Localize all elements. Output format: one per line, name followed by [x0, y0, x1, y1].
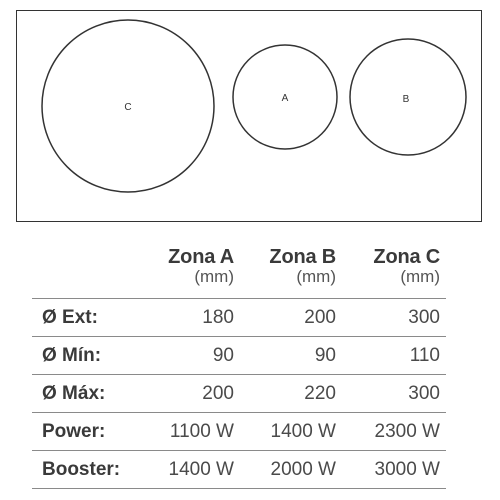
zone-c-label: C [124, 102, 132, 113]
zone-a-name: Zona A [168, 246, 234, 268]
zone-b-label: B [402, 94, 410, 105]
row-max-diameter [32, 375, 446, 413]
cell-value: 200 [240, 299, 342, 337]
zone-c-unit: (mm) [400, 267, 440, 286]
zone-a-label: A [281, 93, 289, 104]
cell-value: 110 [342, 337, 446, 375]
row-label: Power: [32, 413, 160, 451]
cell-value: 1400 W [160, 451, 240, 489]
row-label: Ø Máx: [32, 375, 160, 413]
cell-value: 300 [342, 375, 446, 413]
table-header-row [32, 248, 446, 299]
row-power [32, 413, 446, 451]
cell-value: 90 [160, 337, 240, 375]
row-booster [32, 451, 446, 489]
header-zone-b [240, 248, 342, 299]
zone-a-unit: (mm) [194, 267, 234, 286]
cell-value: 1400 W [240, 413, 342, 451]
row-min-diameter [32, 337, 446, 375]
zone-b-name: Zona B [269, 246, 336, 268]
header-zone-a [160, 248, 240, 299]
row-label: Booster: [32, 451, 160, 489]
zone-specs-table [32, 248, 446, 489]
cell-value: 220 [240, 375, 342, 413]
cell-value: 90 [240, 337, 342, 375]
cell-value: 3000 W [342, 451, 446, 489]
cell-value: 200 [160, 375, 240, 413]
header-empty-cell [32, 248, 160, 299]
cell-value: 1100 W [160, 413, 240, 451]
cooktop-zones [17, 11, 483, 223]
row-ext-diameter [32, 299, 446, 337]
header-zone-c [342, 248, 446, 299]
cell-value: 2300 W [342, 413, 446, 451]
cell-value: 2000 W [240, 451, 342, 489]
row-label: Ø Mín: [32, 337, 160, 375]
zone-c-name: Zona C [373, 246, 440, 268]
cell-value: 300 [342, 299, 446, 337]
zone-b-unit: (mm) [296, 267, 336, 286]
row-label: Ø Ext: [32, 299, 160, 337]
cooktop-diagram [16, 10, 482, 222]
cell-value: 180 [160, 299, 240, 337]
